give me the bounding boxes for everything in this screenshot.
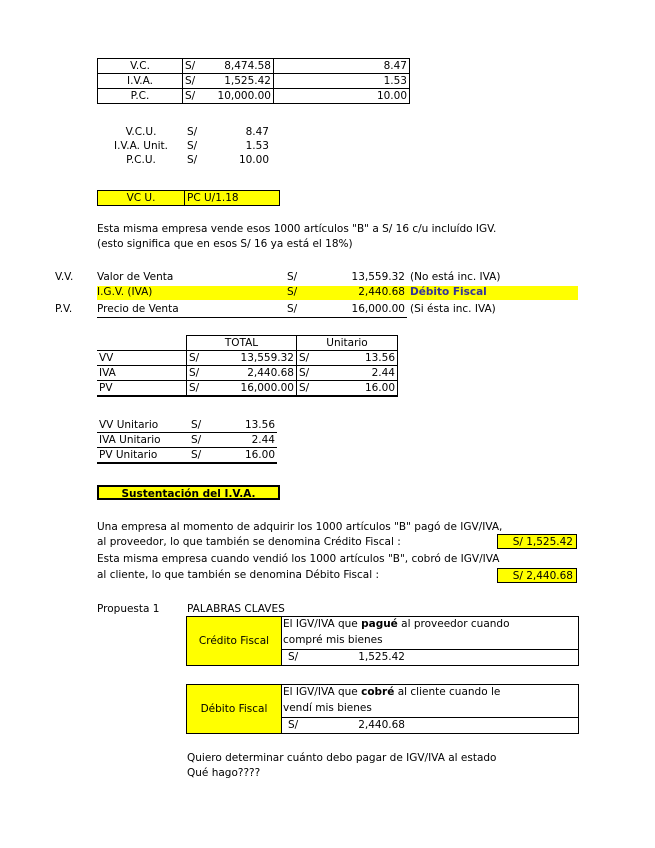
debit-value: 2,440.68 bbox=[358, 719, 405, 731]
debit-desc-post: al cliente cuando le bbox=[394, 686, 501, 698]
debit-desc-pre: El IGV/IVA que bbox=[283, 686, 362, 698]
row-label: IVA bbox=[97, 366, 187, 381]
header-unit: Unitario bbox=[297, 336, 398, 351]
explanation-line-1: Una empresa al momento de adquirir los 1000 artículos "B" pagó de IGV/IVA, bbox=[97, 521, 503, 533]
value: 10.00 bbox=[238, 154, 269, 166]
currency: S/ bbox=[187, 381, 206, 397]
formula-box bbox=[97, 190, 280, 206]
currency: S/ bbox=[287, 303, 298, 315]
section-title: Sustentación del I.V.A. bbox=[97, 485, 280, 500]
value: 13.56 bbox=[244, 419, 275, 431]
debit-fiscal-box bbox=[186, 684, 579, 734]
value: 16.00 bbox=[207, 448, 277, 464]
unit-value: 2.44 bbox=[315, 366, 398, 381]
table-row bbox=[98, 59, 410, 74]
table-row bbox=[97, 125, 271, 139]
table-row bbox=[97, 381, 398, 397]
currency: S/ bbox=[189, 433, 207, 448]
credit-value: 1,525.42 bbox=[358, 651, 405, 663]
total-value: 8,474.58 bbox=[201, 59, 274, 74]
totals-table bbox=[97, 335, 398, 397]
closing-line-1: Quiero determinar cuánto debo pagar de IGV/IVA al estado bbox=[187, 752, 497, 764]
table-row bbox=[97, 448, 277, 464]
sales-value: 16,000.00 bbox=[351, 303, 405, 315]
currency: S/ bbox=[297, 381, 316, 397]
sales-label: Precio de Venta bbox=[97, 303, 179, 315]
explanation-line-4: al cliente, lo que también se denomina Débito Fiscal : bbox=[97, 569, 379, 581]
currency: S/ bbox=[189, 448, 207, 464]
debit-desc-line-1 bbox=[283, 686, 500, 698]
currency: S/ bbox=[297, 351, 316, 366]
keywords-label: PALABRAS CLAVES bbox=[187, 603, 285, 615]
intro-line-1: Esta misma empresa vende esos 1000 artículos "B" a S/ 16 c/u incluído IGV. bbox=[97, 223, 497, 235]
row-label: P.C. bbox=[98, 89, 183, 104]
sales-value: 2,440.68 bbox=[358, 286, 405, 298]
divider bbox=[97, 317, 407, 318]
sales-label: Valor de Venta bbox=[97, 271, 174, 283]
currency: S/ bbox=[187, 351, 206, 366]
total-value: 16,000.00 bbox=[205, 381, 297, 397]
table-header bbox=[97, 336, 398, 351]
table-row bbox=[98, 74, 410, 89]
total-value: 10,000.00 bbox=[201, 89, 274, 104]
divider bbox=[282, 717, 578, 718]
unit-value: 16.00 bbox=[315, 381, 398, 397]
credit-fiscal-title: Crédito Fiscal bbox=[187, 617, 282, 665]
table-row bbox=[98, 89, 410, 104]
table-row bbox=[97, 418, 277, 433]
explanation-line-3: Esta misma empresa cuando vendió los 1000 artículos "B", cobró de IGV/IVA bbox=[97, 553, 500, 565]
currency: S/ bbox=[183, 89, 202, 104]
total-value: 2,440.68 bbox=[205, 366, 297, 381]
sales-note: (No está inc. IVA) bbox=[410, 271, 501, 283]
formula-text: PC U/1.18 bbox=[185, 191, 280, 206]
sales-note: (Si ésta inc. IVA) bbox=[410, 303, 496, 315]
credit-desc-post: al proveedor cuando bbox=[397, 618, 510, 630]
currency: S/ bbox=[297, 366, 316, 381]
credit-desc-pre: El IGV/IVA que bbox=[283, 618, 362, 630]
row-label: PV bbox=[97, 381, 187, 397]
table-row bbox=[97, 139, 271, 153]
row-label: V.C.U. bbox=[125, 126, 157, 138]
cost-table bbox=[97, 58, 410, 104]
credit-fiscal-box bbox=[186, 616, 579, 666]
sales-label: I.G.V. (IVA) bbox=[97, 286, 153, 298]
unit-cost-table bbox=[97, 125, 271, 167]
currency: S/ bbox=[287, 271, 298, 283]
debit-desc-bold: cobré bbox=[361, 686, 395, 698]
sales-note-debit: Débito Fiscal bbox=[410, 286, 487, 298]
currency: S/ bbox=[287, 286, 298, 298]
value: 8.47 bbox=[245, 126, 269, 138]
total-value: 1,525.42 bbox=[201, 74, 274, 89]
explanation-line-2: al proveedor, lo que también se denomina Crédito Fiscal : bbox=[97, 536, 401, 548]
table-row bbox=[97, 433, 277, 448]
row-label: VV Unitario bbox=[99, 419, 159, 431]
divider bbox=[282, 649, 578, 650]
row-label: I.V.A. bbox=[98, 74, 183, 89]
unit-value: 8.47 bbox=[274, 59, 410, 74]
credit-value-box: S/ 1,525.42 bbox=[497, 534, 577, 549]
currency: S/ bbox=[288, 719, 299, 731]
abbr-pv: P.V. bbox=[55, 303, 73, 315]
currency: S/ bbox=[187, 126, 198, 138]
total-value: 13,559.32 bbox=[205, 351, 297, 366]
row-label: IVA Unitario bbox=[97, 433, 189, 448]
row-label: V.C. bbox=[98, 59, 183, 74]
proposal-label: Propuesta 1 bbox=[97, 603, 160, 615]
credit-desc-bold: pagué bbox=[361, 618, 398, 630]
currency: S/ bbox=[183, 59, 202, 74]
debit-fiscal-title: Débito Fiscal bbox=[187, 685, 282, 733]
table-row bbox=[97, 366, 398, 381]
currency: S/ bbox=[187, 140, 198, 152]
formula-label: VC U. bbox=[98, 191, 185, 206]
currency: S/ bbox=[187, 154, 198, 166]
closing-line-2: Qué hago???? bbox=[187, 767, 261, 779]
sales-value: 13,559.32 bbox=[351, 271, 405, 283]
credit-desc-line-1 bbox=[283, 618, 510, 630]
intro-line-2: (esto significa que en esos S/ 16 ya está el 18%) bbox=[97, 238, 353, 250]
debit-value-box: S/ 2,440.68 bbox=[497, 568, 577, 583]
unit-value: 10.00 bbox=[274, 89, 410, 104]
credit-desc-line-2: compré mis bienes bbox=[283, 634, 383, 646]
table-row bbox=[97, 351, 398, 366]
abbr-vv: V.V. bbox=[55, 271, 74, 283]
currency: S/ bbox=[187, 366, 206, 381]
value: 2.44 bbox=[207, 433, 277, 448]
unit-value: 13.56 bbox=[315, 351, 398, 366]
currency: S/ bbox=[191, 419, 202, 431]
table-row bbox=[97, 153, 271, 167]
unit-sales-table bbox=[97, 418, 277, 464]
row-label: VV bbox=[97, 351, 187, 366]
row-label: I.V.A. Unit. bbox=[114, 140, 168, 152]
header-total: TOTAL bbox=[187, 336, 297, 351]
currency: S/ bbox=[288, 651, 299, 663]
row-label: P.C.U. bbox=[126, 154, 156, 166]
unit-value: 1.53 bbox=[274, 74, 410, 89]
row-label: PV Unitario bbox=[97, 448, 189, 464]
value: 1.53 bbox=[245, 140, 269, 152]
currency: S/ bbox=[183, 74, 202, 89]
debit-desc-line-2: vendí mis bienes bbox=[283, 702, 372, 714]
